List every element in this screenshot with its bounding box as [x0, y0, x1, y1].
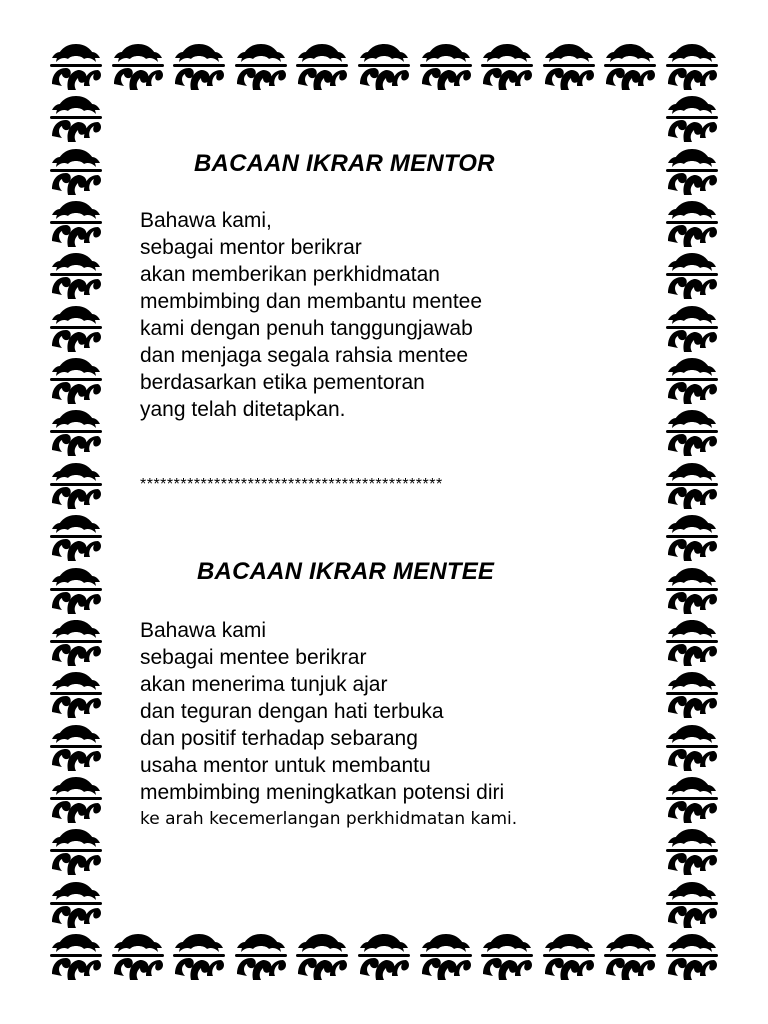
mentee-pledge-title: BACAAN IKRAR MENTEE: [197, 558, 495, 585]
floral-ornament-icon: [48, 302, 104, 354]
floral-ornament-icon: [664, 406, 720, 458]
floral-ornament-icon: [664, 302, 720, 354]
floral-ornament-icon: [664, 721, 720, 773]
floral-ornament-icon: [233, 40, 289, 92]
mentor-pledge-title: BACAAN IKRAR MENTOR: [194, 150, 495, 177]
floral-ornament-icon: [541, 40, 597, 92]
floral-ornament-icon: [664, 459, 720, 511]
floral-ornament-icon: [48, 564, 104, 616]
floral-ornament-icon: [48, 511, 104, 563]
mentee-pledge-text: [140, 617, 517, 833]
floral-ornament-icon: [418, 40, 474, 92]
floral-ornament-icon: [664, 616, 720, 668]
mentee-pledge-line: dan teguran dengan hati terbuka: [140, 700, 444, 723]
mentee-pledge-line: usaha mentor untuk membantu: [140, 754, 431, 777]
mentee-pledge-line: akan menerima tunjuk ajar: [140, 673, 388, 696]
floral-ornament-icon: [664, 197, 720, 249]
floral-ornament-icon: [48, 825, 104, 877]
mentor-pledge-line: yang telah ditetapkan.: [140, 398, 346, 421]
floral-ornament-icon: [664, 92, 720, 144]
floral-ornament-icon: [294, 40, 350, 92]
floral-ornament-icon: [664, 878, 720, 930]
mentee-pledge-line: ke arah kecemerlangan perkhidmatan kami.: [140, 809, 518, 829]
floral-ornament-icon: [48, 197, 104, 249]
floral-ornament-icon: [418, 930, 474, 982]
floral-ornament-icon: [541, 930, 597, 982]
floral-ornament-icon: [479, 930, 535, 982]
floral-ornament-icon: [356, 930, 412, 982]
asterisk-divider: *********************************************: [140, 476, 443, 493]
floral-ornament-icon: [48, 773, 104, 825]
floral-ornament-icon: [356, 40, 412, 92]
floral-ornament-icon: [48, 406, 104, 458]
floral-ornament-icon: [48, 930, 104, 982]
mentor-pledge-line: akan memberikan perkhidmatan: [140, 263, 440, 286]
floral-ornament-icon: [110, 40, 166, 92]
floral-ornament-icon: [171, 40, 227, 92]
floral-ornament-icon: [664, 930, 720, 982]
floral-ornament-icon: [48, 721, 104, 773]
floral-ornament-icon: [664, 511, 720, 563]
mentee-pledge-line: sebagai mentee berikrar: [140, 646, 367, 669]
floral-ornament-icon: [48, 616, 104, 668]
floral-ornament-icon: [48, 145, 104, 197]
mentor-pledge-line: sebagai mentor berikrar: [140, 236, 362, 259]
floral-ornament-icon: [664, 668, 720, 720]
floral-ornament-icon: [602, 40, 658, 92]
floral-ornament-icon: [48, 668, 104, 720]
floral-ornament-icon: [48, 354, 104, 406]
mentor-pledge-line: dan menjaga segala rahsia mentee: [140, 344, 469, 367]
floral-ornament-icon: [664, 825, 720, 877]
mentor-pledge-line: berdasarkan etika pementoran: [140, 371, 425, 394]
floral-ornament-icon: [664, 354, 720, 406]
floral-ornament-icon: [110, 930, 166, 982]
mentee-pledge-line: Bahawa kami: [140, 619, 267, 642]
floral-ornament-icon: [48, 40, 104, 92]
floral-ornament-icon: [664, 249, 720, 301]
mentor-pledge-text: [140, 207, 482, 423]
mentee-pledge-line: dan positif terhadap sebarang: [140, 727, 418, 750]
floral-ornament-icon: [48, 878, 104, 930]
floral-ornament-icon: [48, 459, 104, 511]
floral-ornament-icon: [294, 930, 350, 982]
floral-ornament-icon: [171, 930, 227, 982]
floral-ornament-icon: [664, 773, 720, 825]
mentor-pledge-line: kami dengan penuh tanggungjawab: [140, 317, 473, 340]
floral-ornament-icon: [602, 930, 658, 982]
floral-ornament-icon: [48, 92, 104, 144]
floral-ornament-icon: [48, 249, 104, 301]
floral-ornament-icon: [479, 40, 535, 92]
mentor-pledge-line: membimbing dan membantu mentee: [140, 290, 483, 313]
mentee-pledge-line: membimbing meningkatkan potensi diri: [140, 781, 505, 804]
mentor-pledge-line: Bahawa kami,: [140, 209, 272, 232]
floral-ornament-icon: [233, 930, 289, 982]
floral-ornament-icon: [664, 40, 720, 92]
